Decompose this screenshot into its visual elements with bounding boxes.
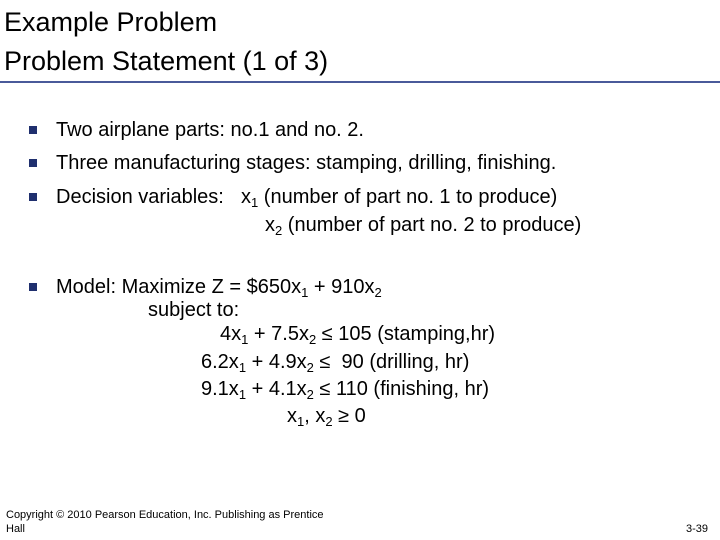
nonnegativity-constraint: $x_1$, $x_2 \ge 0$ xyxy=(287,405,366,429)
bullet-marker-3 xyxy=(29,193,37,201)
title-line-1: Example Problem xyxy=(4,7,218,37)
decision-variables-line-1 xyxy=(56,185,557,209)
variable-x2: $x_2$ xyxy=(265,214,283,238)
bullet-text-parts: Two airplane parts: no.1 and no. 2. xyxy=(56,119,364,141)
decision-variables-label: Decision variables: xyxy=(56,186,224,208)
decision-variables-line-2 xyxy=(265,213,581,237)
bullet-marker-1 xyxy=(29,126,37,134)
subject-to-label: subject to: xyxy=(148,299,240,321)
variable-x1: $x_1$ xyxy=(240,186,259,210)
title-line-2: Problem Statement (1 of 3) xyxy=(4,46,329,76)
constraint-drilling: $6.2x_1 + 4.9x_2 \le 90$ (drilling, hr) xyxy=(201,351,470,375)
model-objective: Model: Maximize $Z = \$650x_1 + 910x_2$ xyxy=(56,276,382,300)
copyright-notice: Copyright © 2010 Pearson Education, Inc. Publishing as Prentice Hall xyxy=(6,509,324,535)
bullet-marker-4 xyxy=(29,283,37,291)
variable-x1-description: (number of part no. 1 to produce) xyxy=(263,186,558,208)
variable-x2-description: (number of part no. 2 to produce) xyxy=(287,214,582,236)
constraint-stamping: $4x_1 + 7.5x_2 \le 105$ (stamping,hr) xyxy=(220,323,496,347)
bullet-marker-2 xyxy=(29,159,37,167)
title-underline-rule xyxy=(0,81,720,83)
constraint-finishing: $9.1x_1 + 4.1x_2 \le 110$ (finishing, hr) xyxy=(201,378,490,402)
page-number: 3-39 xyxy=(685,523,708,535)
bullet-text-stages: Three manufacturing stages: stamping, drilling, finishing. xyxy=(56,152,557,174)
